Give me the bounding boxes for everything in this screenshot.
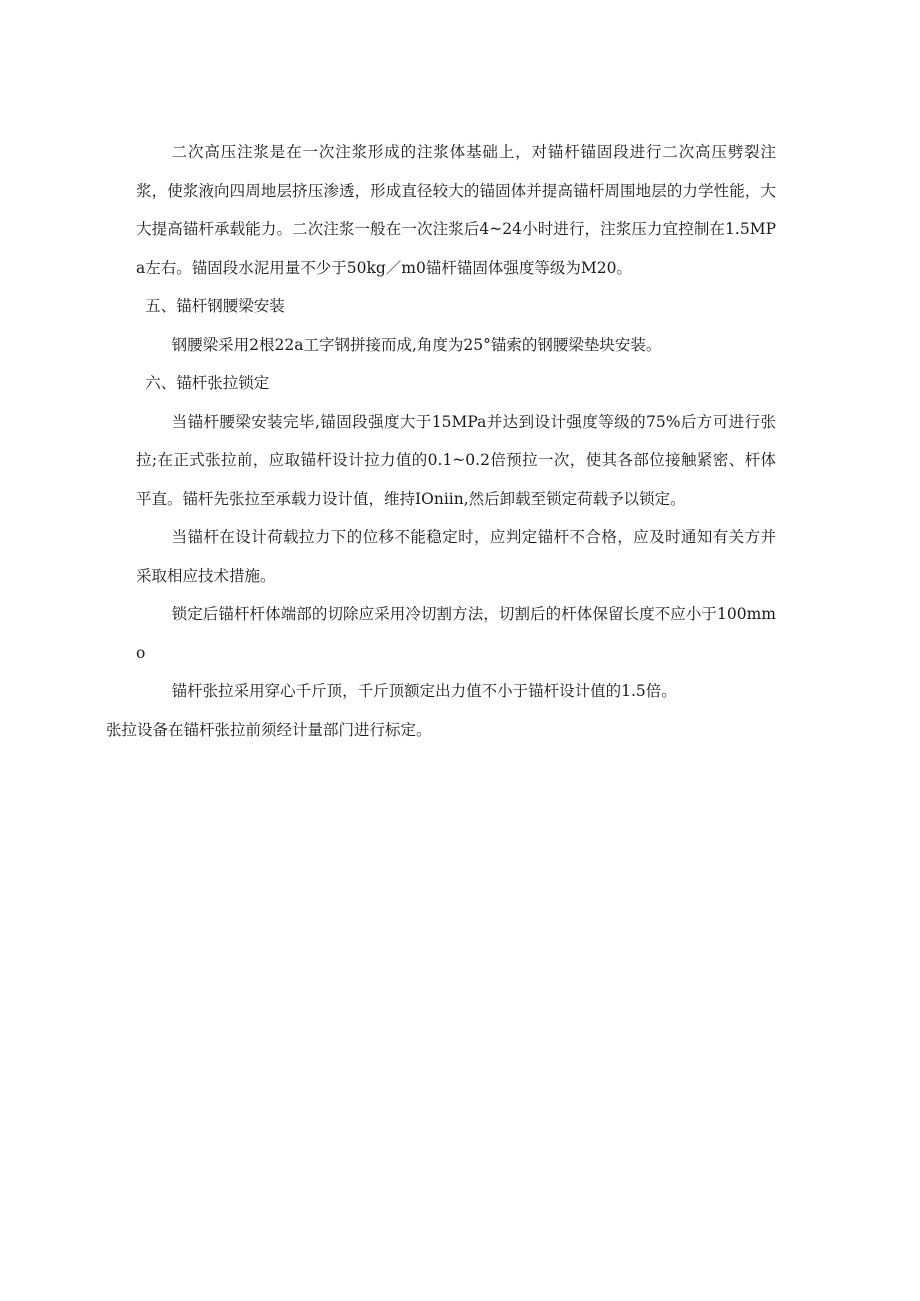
paragraph-secondary-grouting: 二次高压注浆是在一次注浆形成的注浆体基础上，对锚杆锚固段进行二次高压劈裂注浆，使浆液向四周地层挤压渗透，形成直径较大的锚固体并提高锚杆周围地层的力学性能，大大提高锚杆承载能力。二次注浆一般在一次注浆后4~24小时进行，注浆压力宜控制在1.5MPa左右。锚固段水泥用量不少于50kg／m0锚杆锚固体强度等级为M20。 xyxy=(136,143,776,277)
paragraph-cutting-method: 锁定后锚杆杆体端部的切除应采用冷切割方法，切割后的杆体保留长度不应小于100mmo xyxy=(136,605,776,662)
section-heading-waler-installation: 五、锚杆钢腰梁安装 xyxy=(145,297,285,315)
section-heading-tensioning-locking: 六、锚杆张拉锁定 xyxy=(145,374,270,392)
paragraph-waler-description: 钢腰梁采用2根22a工字钢拼接而成,角度为25°锚索的钢腰梁垫块安装。 xyxy=(171,335,662,354)
paragraph-equipment-calibration: 张拉设备在锚杆张拉前须经计量部门进行标定。 xyxy=(106,720,432,739)
paragraph-displacement-check: 当锚杆在设计荷载拉力下的位移不能稳定时，应判定锚杆不合格，应及时通知有关方并采取相应技术措施。 xyxy=(136,528,776,585)
paragraph-jack-requirement: 锚杆张拉采用穿心千斤顶，千斤顶额定出力值不小于锚杆设计值的1.5倍。 xyxy=(171,682,677,700)
paragraph-tensioning-procedure: 当锚杆腰梁安装完毕,锚固段强度大于15MPa并达到设计强度等级的75%后方可进行张拉;在正式张拉前，应取锚杆设计拉力值的0.1~0.2倍预拉一次，使其各部位接触紧密、杆体平直。锚杆先张拉至承载力设计值，维持IOniin,然后卸载至锁定荷载予以锁定。 xyxy=(136,412,776,508)
document-body xyxy=(106,133,776,749)
